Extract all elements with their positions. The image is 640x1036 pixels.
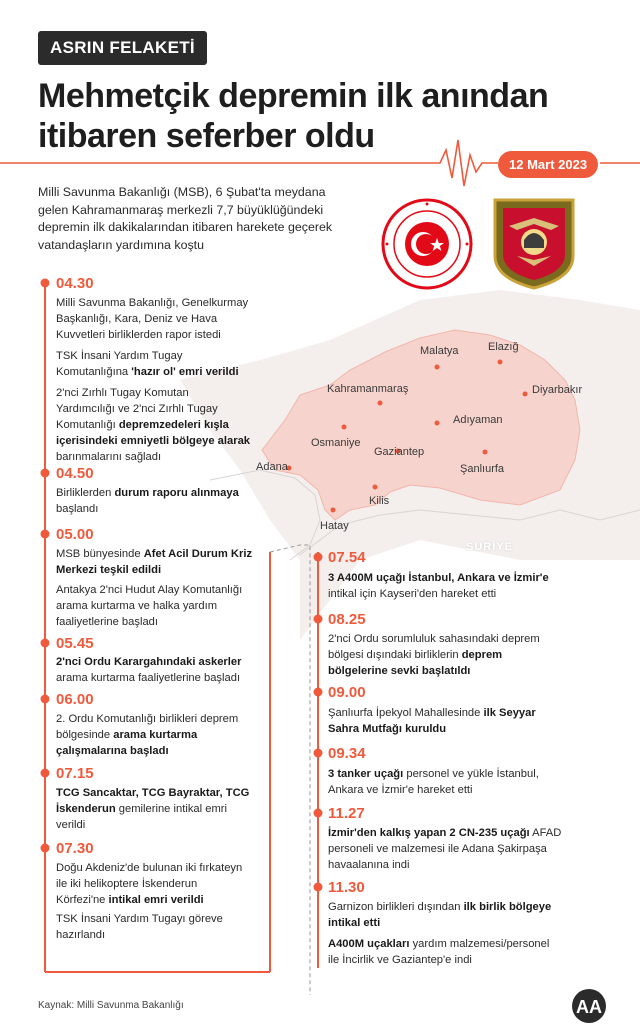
event-line: çalışmalarına başladı [56,744,169,757]
city-label: Adıyaman [453,414,503,426]
event-line: bölgesinde arama kurtarma [56,728,198,741]
event-text [56,296,248,344]
source-note: Kaynak: Milli Savunma Bakanlığı [38,1000,184,1011]
time-label: 06.00 [56,691,94,708]
event-line: TCG Sancaktar, TCG Bayraktar, TCG [56,787,250,799]
event-text [56,386,250,466]
event-text [56,349,239,381]
event-line: faaliyetlerine başladı [56,615,158,628]
event-text [56,547,252,579]
page-title: Mehmetçik depremin ilk anından itibaren seferber oldu [38,77,549,156]
country-label: SURİYE [466,541,513,553]
event-line: verildi [56,818,86,831]
event-line: TSK İnsani Yardım Tugayı göreve [56,913,223,925]
event-line: havaalanına indi [328,858,410,871]
time-label: 09.34 [328,745,366,762]
event-text [56,486,239,518]
event-text [56,912,223,944]
event-text [328,900,551,932]
event-line: başlandı [56,502,99,515]
event-line: intikal etti [328,916,381,929]
time-label: 05.45 [56,635,94,652]
event-line: Şanlıurfa İpekyol Mahallesinde ilk Seyyar [328,707,536,719]
event-line: Sahra Mutfağı kuruldu [328,722,447,735]
event-line: 2'nci Zırhlı Tugay Komutan [56,387,189,399]
event-line: Garnizon birlikleri dışından ilk birlik bölgeye [328,901,552,913]
city-label: Malatya [420,345,459,357]
event-line: 3 tanker uçağı personel ve yükle İstanbul, [328,768,539,780]
event-line: hazırlandı [56,928,106,941]
event-line: Kuvvetleri birliklerden rapor istedi [56,328,221,341]
tsk-emblem-icon [491,196,577,290]
event-line: MSB bünyesinde Afet Acil Durum Kriz [56,548,253,560]
event-line: Ankara ve İzmir'e hareket etti [328,783,473,796]
event-text [328,937,549,969]
intro-text: Milli Savunma Bakanlığı (MSB), 6 Şubat'ta meydana gelen Kahramanmaraş merkezli 7,7 büyüklüğündeki depremin ilk dakikalarından itibaren harekete geçerek vatandaşların yardımına koştu [38,185,333,252]
event-line: TSK İnsani Yardım Tugay [56,350,183,362]
event-text [328,571,549,603]
event-text [328,632,540,680]
event-line: Milli Savunma Bakanlığı, Genelkurmay [56,297,249,309]
event-line: Yardımcılığı ve 2'nci Zırhlı Tugay [56,402,218,415]
event-text [328,706,536,738]
city-label: Şanlıurfa [460,463,505,475]
event-text [56,712,238,760]
time-label: 05.00 [56,526,94,543]
event-text [328,767,539,799]
city-label: Diyarbakır [532,384,583,396]
event-line: ile iki helikoptere İskenderun [56,877,198,890]
date-badge: 12 Mart 2023 [498,151,598,178]
time-label: 08.25 [328,611,366,628]
event-line: arama kurtarma faaliyetlerine başladı [56,671,241,684]
city-label: Kahramanmaraş [327,383,409,395]
event-text [328,826,561,874]
category-tag: ASRIN FELAKETİ [38,31,207,65]
time-label: 07.54 [328,549,366,566]
event-line: intikal için Kayseri'den hareket etti [328,587,497,600]
event-line: Komutanlığına 'hazır ol' emri verildi [56,365,239,378]
event-line: bölgelerine sevki başlatıldı [328,664,471,677]
time-label: 04.50 [56,465,94,482]
event-text [56,861,242,909]
city-label: Kilis [369,495,390,507]
event-line: İzmir'den kalkış yapan 2 CN-235 uçağı AFAD [328,827,562,839]
svg-text:AA: AA [576,997,602,1017]
msb-seal-icon [381,198,473,290]
event-line: Başkanlığı, Kara, Deniz ve Hava [56,312,218,325]
event-text [56,786,249,834]
aa-logo-icon [568,988,610,1024]
event-line: İskenderun gemilerine intikal emri [56,802,227,815]
event-line: Birliklerden durum raporu alınmaya [56,487,239,499]
event-line: Merkezi teşkil edildi [56,563,162,576]
event-text [56,583,242,631]
event-line: 2. Ordu Komutanlığı birlikleri deprem [56,713,239,725]
city-label: Hatay [320,520,349,532]
time-label: 11.30 [328,879,365,896]
city-label: Osmaniye [311,437,361,449]
event-line: arama kurtarma ve halka yardım [56,599,218,612]
time-label: 07.15 [56,765,94,782]
event-line: içerisindeki emniyetli bölgeye alarak [56,434,251,447]
time-label: 09.00 [328,684,366,701]
event-line: 3 A400M uçağı İstanbul, Ankara ve İzmir'e [328,572,549,584]
city-label: Elazığ [488,341,519,353]
event-text [56,655,241,687]
event-line: ile İncirlik ve Gaziantep'e indi [328,953,472,966]
event-line: Körfezi'ne intikal emri verildi [56,893,204,906]
event-line: Komutanlığı depremzedeleri kışla [56,418,229,431]
event-line: personeli ve malzemesi ile Adana Şakirpaşa [328,842,547,855]
event-line: barınmalarını sağladı [56,450,162,463]
event-line: Antakya 2'nci Hudut Alay Komutanlığı [56,584,243,596]
event-line: Doğu Akdeniz'de bulunan iki fırkateyn [56,862,243,874]
time-label: 11.27 [328,805,365,822]
city-label: Gaziantep [374,446,425,458]
time-label: 07.30 [56,840,94,857]
event-line: 2'nci Ordu sorumluluk sahasındaki deprem [328,633,540,645]
time-label: 04.30 [56,275,94,292]
event-line: A400M uçakları yardım malzemesi/personel [328,938,550,950]
event-line: bölgesi dışındaki birliklerin deprem [328,648,503,661]
city-label: Adana [256,461,288,473]
event-line: 2'nci Ordu Karargahındaki askerler [56,656,242,668]
